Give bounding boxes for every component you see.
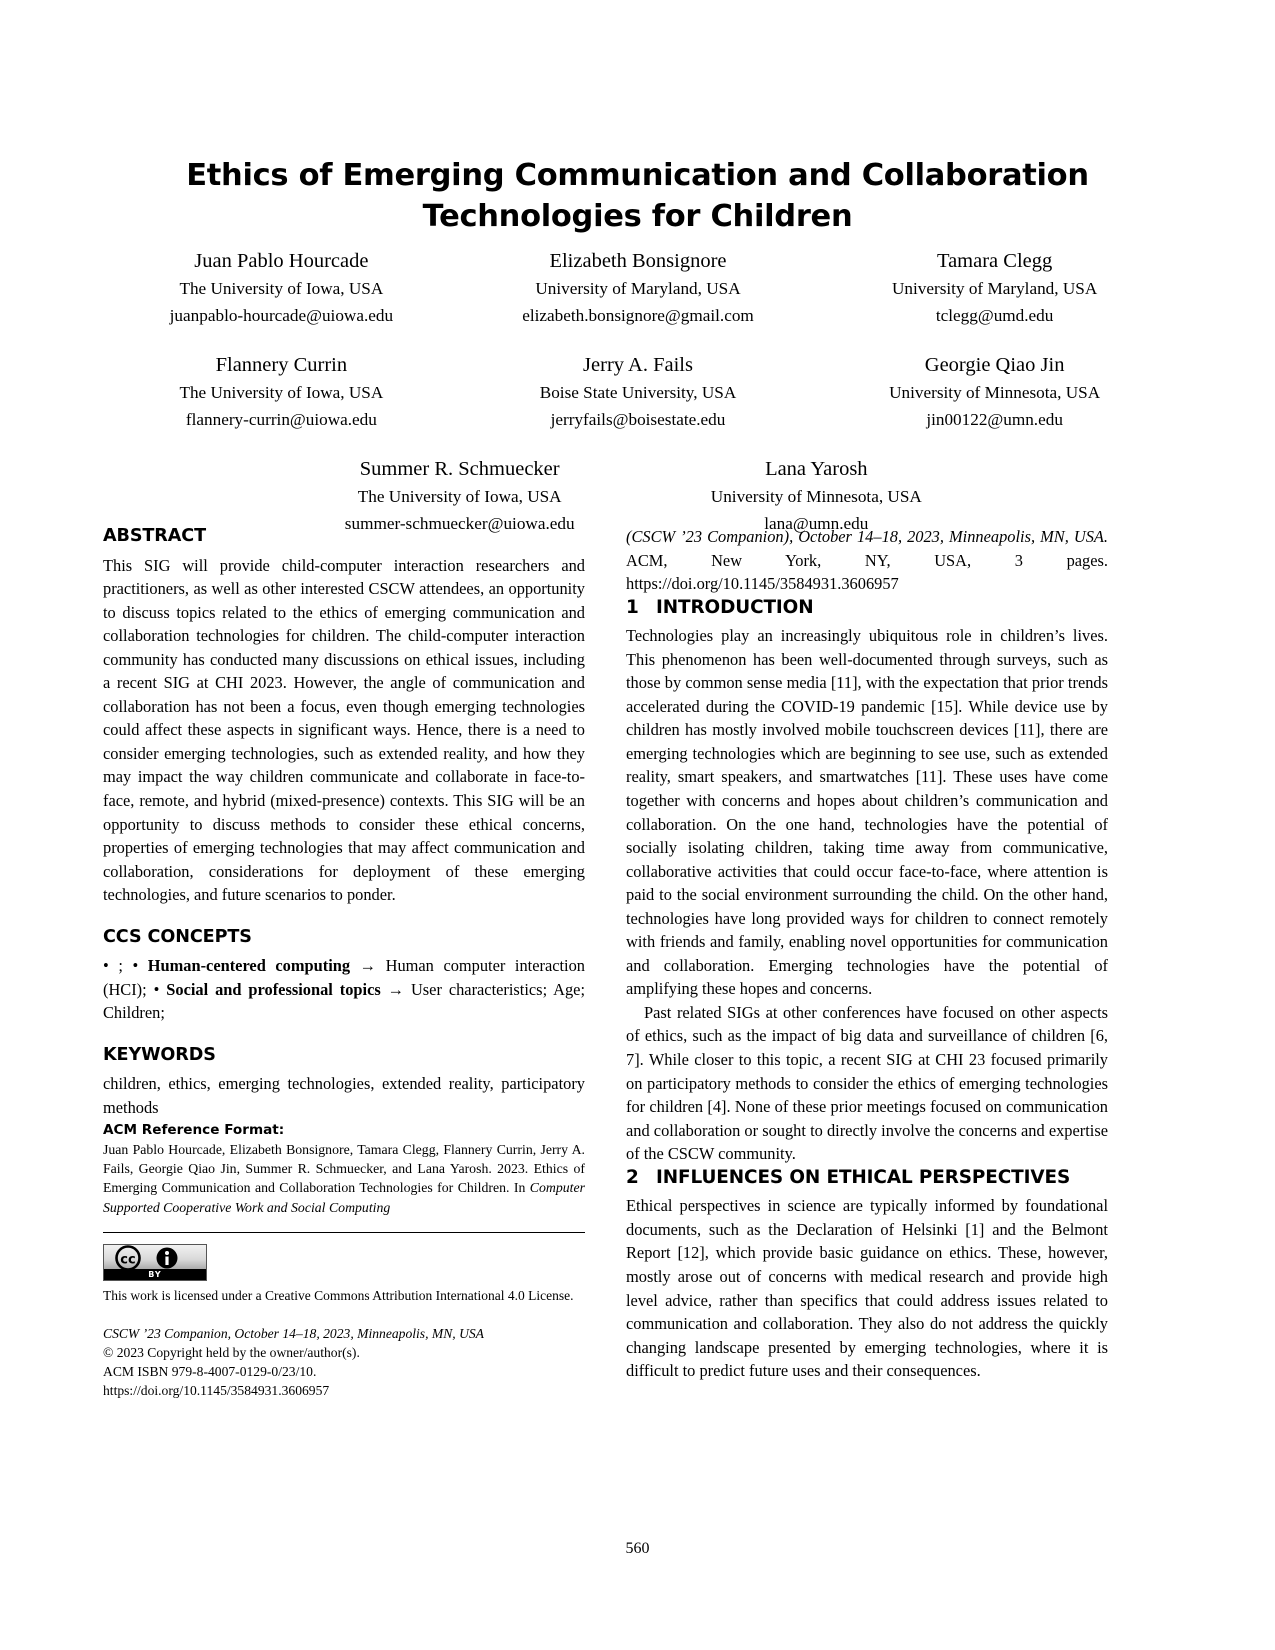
author-entry: [816, 351, 1173, 433]
author-email: tclegg@umd.edu: [935, 305, 1054, 325]
reference-venue-italic: Computer Supported Cooperative Work and Social Computing: [103, 1180, 585, 1215]
section-number: 1: [626, 596, 639, 618]
page-number: 560: [625, 1540, 650, 1557]
copyright-venue: CSCW ’23 Companion, October 14–18, 2023, Minneapolis, MN, USA: [103, 1325, 484, 1341]
author-name: Flannery Currin: [215, 354, 348, 376]
section-divider: [103, 1232, 585, 1233]
page-title: Ethics of Emerging Communication and Collaboration Technologies for Children: [186, 158, 1089, 234]
author-email: flannery-currin@uiowa.edu: [185, 409, 377, 429]
author-email: jerryfails@boisestate.edu: [550, 409, 726, 429]
reference-plain: Juan Pablo Hourcade, Elizabeth Bonsignore, Tamara Clegg, Flannery Currin, Jerry A. Fails, Georgie Qiao Jin, Summer R. Schmuecker, and Lana Yarosh. 2023. Ethics of Emerging Communication and Collaboration Technologies for Children. In: [103, 1141, 585, 1196]
keywords-text: children, ethics, emerging technologies, extended reality, participatory methods: [103, 1074, 585, 1118]
author-row: [103, 351, 1173, 433]
ccs-term-social-professional-topics: Social and professional topics: [166, 979, 381, 999]
author-name: Tamara Clegg: [936, 250, 1053, 272]
section-title: INTRODUCTION: [656, 596, 814, 618]
section-heading-introduction: [626, 596, 1108, 620]
author-affiliation: The University of Iowa, USA: [179, 383, 384, 402]
ccs-concepts-text: [103, 954, 585, 1025]
ccs-segment: • ; •: [103, 956, 148, 976]
ccs-segment: → Human computer interaction (HCI); •: [103, 956, 585, 999]
acm-reference-format-heading: ACM Reference Format:: [103, 1121, 285, 1138]
author-affiliation: University of Minnesota, USA: [889, 383, 1101, 402]
creative-commons-license-badge: [103, 1244, 207, 1281]
reference-continuation: [626, 525, 1108, 596]
author-entry: [103, 351, 460, 433]
copyright-holder: © 2023 Copyright held by the owner/author(s).: [103, 1344, 360, 1360]
section-paragraph: Past related SIGs at other conferences have focused on other aspects of ethics, such as the impact of big data and surveillance of children [6, 7]. While closer to this topic, a recent SIG at CHI 23 focused primarily on participatory methods to consider the ethics of emerging technologies for children [4]. None of these prior meetings focused on communication and collaboration or sought to directly involve the concerns and expertise of the CSCW community.: [626, 1002, 1108, 1164]
author-affiliation: University of Minnesota, USA: [710, 487, 922, 506]
author-affiliation: Boise State University, USA: [539, 383, 737, 402]
cc-by-label: BY: [104, 1269, 206, 1280]
svg-text:cc: cc: [120, 1252, 136, 1268]
author-email: juanpablo-hourcade@uiowa.edu: [169, 305, 394, 325]
keywords-heading: KEYWORDS: [103, 1044, 216, 1065]
section-paragraph: Technologies play an increasingly ubiquitous role in children’s lives. This phenomenon has been well-documented through surveys, such as those by common sense media [11], with the expectation that prior trends accelerated during the COVID-19 pandemic [15]. While device use by children has mostly involved mobile touchscreen devices [11], there are emerging technologies which are beginning to see use, such as extended reality, smart speakers, and smartwatches [11]. These uses have come together with concerns and hopes about children’s communication and collaboration. On the one hand, technologies have the potential of socially isolating children, taking time away from communicative, collaborative activities that could occur face-to-face, where attention is paid to the social environment surrounding the child. On the other hand, technologies have long provided ways for children to connect remotely with friends and family, enabling novel opportunities for communication and collaboration. Emerging technologies have the potential of amplifying these hopes and concerns.: [626, 626, 1108, 999]
author-email: summer-schmuecker@uiowa.edu: [344, 513, 575, 533]
author-email: jin00122@umn.edu: [926, 409, 1063, 429]
author-affiliation: University of Maryland, USA: [891, 279, 1098, 298]
author-entry: [460, 351, 817, 433]
author-name: Lana Yarosh: [765, 458, 868, 480]
author-affiliation: University of Maryland, USA: [535, 279, 741, 298]
author-row: [103, 247, 1173, 329]
author-name: Georgie Qiao Jin: [924, 354, 1065, 376]
author-name: Elizabeth Bonsignore: [549, 250, 727, 272]
license-text: This work is licensed under a Creative Commons Attribution International 4.0 License.: [103, 1288, 574, 1304]
copyright-doi[interactable]: https://doi.org/10.1145/3584931.3606957: [103, 1383, 330, 1399]
author-name: Summer R. Schmuecker: [359, 458, 560, 480]
copyright-block: [103, 1324, 585, 1401]
reference-continuation-rest: ACM, New York, NY, USA, 3 pages. https://doi.org/10.1145/3584931.3606957: [626, 550, 1108, 594]
section-title: INFLUENCES ON ETHICAL PERSPECTIVES: [656, 1166, 1071, 1188]
reference-continuation-italic: (CSCW ’23 Companion), October 14–18, 2023, Minneapolis, MN, USA.: [626, 527, 1108, 546]
section-number: 2: [626, 1166, 639, 1188]
author-entry: [460, 247, 817, 329]
section-heading-influences-on-ethical-perspectives: [626, 1166, 1108, 1190]
right-column: [626, 525, 1108, 1383]
left-column: [103, 525, 585, 1401]
ccs-term-human-centered-computing: Human-centered computing: [147, 956, 351, 976]
author-affiliation: The University of Iowa, USA: [357, 487, 562, 506]
acm-reference-format-text: [103, 1140, 585, 1218]
copyright-isbn: ACM ISBN 979-8-4007-0129-0/23/10.: [103, 1364, 317, 1380]
author-email: elizabeth.bonsignore@gmail.com: [522, 305, 754, 325]
author-entry: [816, 247, 1173, 329]
section-paragraph: Ethical perspectives in science are typically informed by foundational documents, such as the Declaration of Helsinki [1] and the Belmont Report [12], which provide basic guidance on ethics. These, however, mostly arose out of concerns with medical research and provide high level advice, rather than specifics that could address issues related to communication and collaboration. They also do not address the quickly changing landscape presented by emerging technologies, where it is difficult to predict future uses and their consequences.: [626, 1196, 1108, 1381]
author-entry: [103, 247, 460, 329]
author-affiliation: The University of Iowa, USA: [179, 279, 384, 298]
abstract-heading: ABSTRACT: [103, 526, 206, 546]
author-email: lana@umn.edu: [764, 513, 869, 533]
author-name: Jerry A. Fails: [583, 354, 693, 376]
author-block: [103, 247, 1173, 537]
ccs-concepts-heading: CCS CONCEPTS: [103, 926, 252, 947]
author-name: Juan Pablo Hourcade: [194, 250, 369, 272]
ccs-segment: → User characteristics; Age; Children;: [103, 979, 585, 1023]
abstract-text: This SIG will provide child-computer interaction researchers and practitioners, as well as other interested CSCW attendees, an opportunity to discuss topics related to the ethics of emerging communication and collaboration technologies for children. The child-computer interaction community has conducted many discussions on ethical issues, including a recent SIG at CHI 2023. However, the angle of communication and collaboration has not been a focus, even though emerging technologies could affect these aspects in significant ways. Hence, there is a need to consider emerging technologies, such as extended reality, and how they may impact the way children communicate and collaborate in face-to-face, remote, and hybrid (mixed-presence) contexts. This SIG will be an opportunity to discuss methods to consider these ethical concerns, properties of emerging technologies that may affect communication and collaboration, considerations for deployment of these emerging technologies, and future scenarios to ponder.: [103, 555, 585, 905]
